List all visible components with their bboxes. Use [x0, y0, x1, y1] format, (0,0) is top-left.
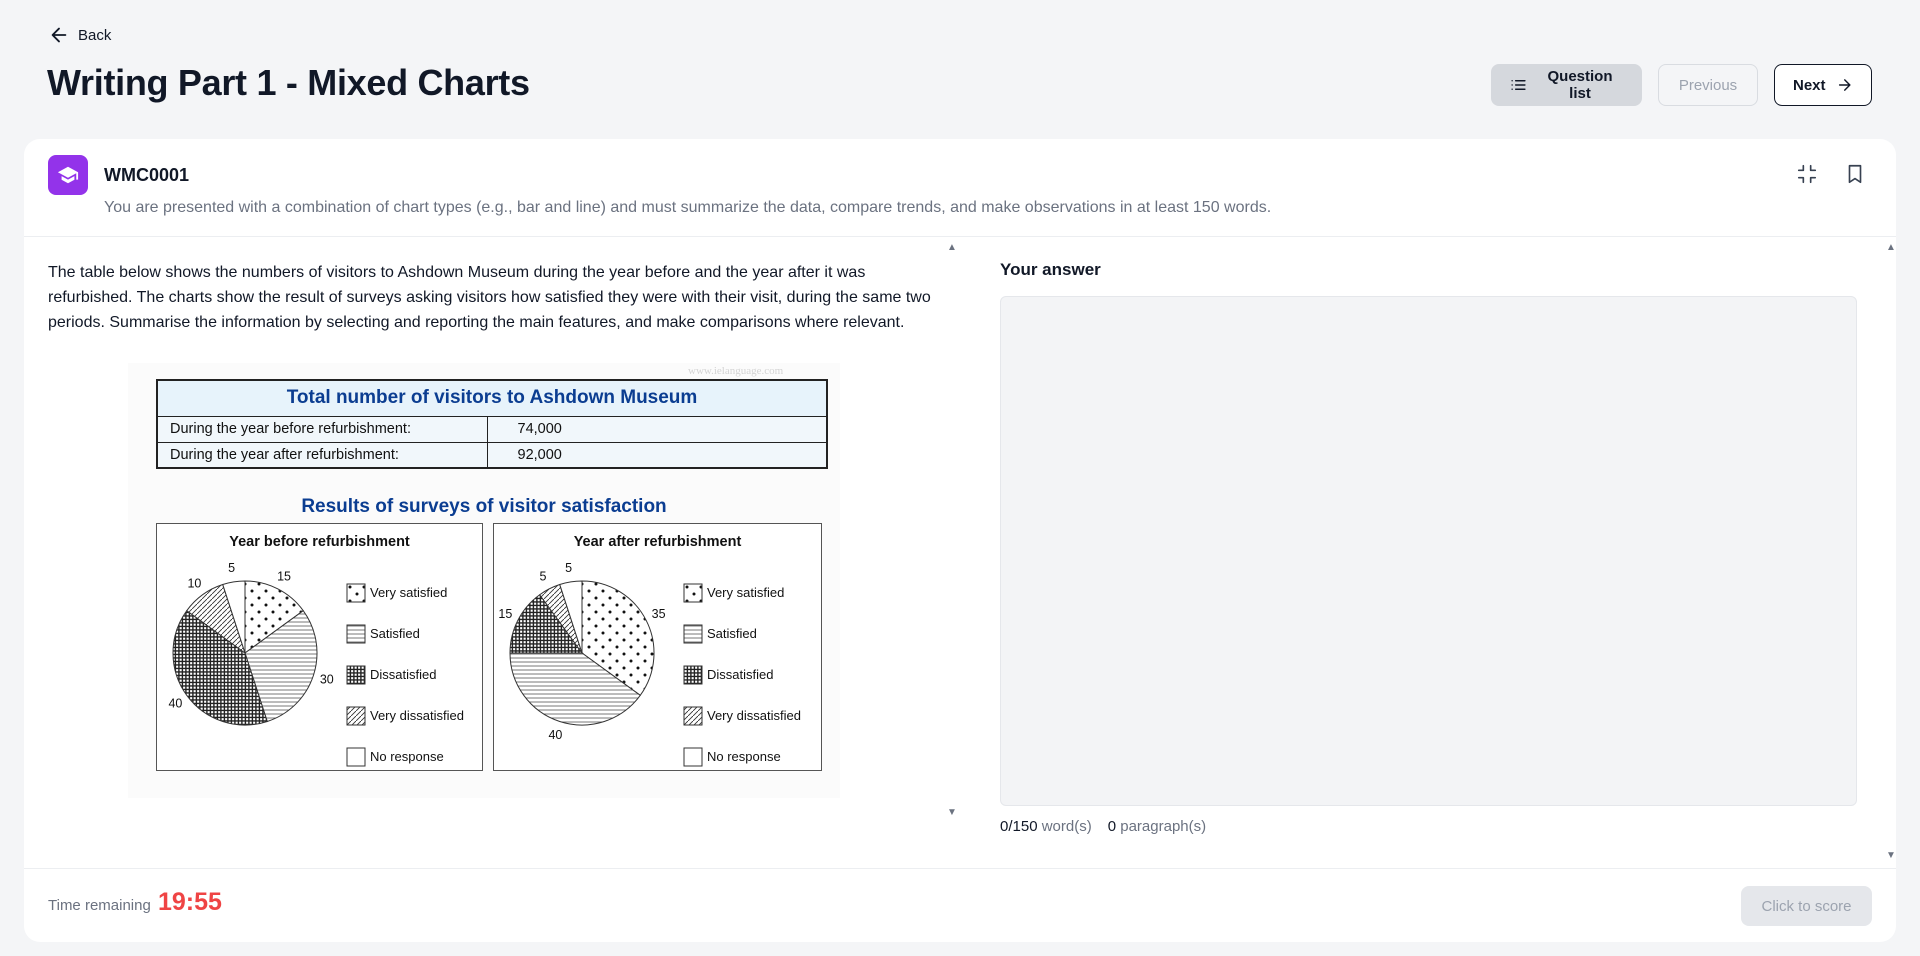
collapse-icon[interactable] [1796, 163, 1818, 185]
back-label: Back [78, 26, 112, 44]
pie-panel-before [156, 523, 483, 771]
question-list-button[interactable] [1491, 64, 1642, 106]
pie-value-label: 15 [277, 569, 291, 584]
legend-label: Very dissatisfied [370, 708, 464, 723]
question-code: WMC0001 [104, 165, 190, 185]
legend-label: Dissatisfied [370, 667, 437, 682]
legend-swatch [346, 624, 366, 644]
legend-label: No response [370, 749, 444, 764]
graduation-cap-icon [57, 164, 79, 186]
question-type-badge [48, 155, 88, 195]
table-cell-value: 92,000 [487, 442, 827, 468]
legend-swatch [346, 583, 366, 603]
legend-item [346, 613, 464, 654]
survey-title: Results of surveys of visitor satisfaction [301, 496, 667, 517]
legend-item [346, 654, 464, 695]
legend-label: Very satisfied [370, 585, 448, 600]
legend-swatch [346, 706, 366, 726]
arrow-right-icon [1836, 76, 1853, 94]
pie-value-label: 5 [565, 561, 573, 576]
question-header [24, 139, 1896, 237]
legend-item [346, 572, 464, 613]
watermark: www.ielanguage.com [688, 365, 784, 377]
previous-button[interactable] [1658, 64, 1758, 106]
task-figure [128, 363, 840, 798]
visitors-table-title: Total number of visitors to Ashdown Museum [157, 380, 827, 416]
legend-item [683, 736, 801, 777]
legend-item [683, 654, 801, 695]
legend-item [346, 736, 464, 777]
legend-label: No response [707, 749, 781, 764]
legend-label: Satisfied [707, 626, 757, 641]
scroll-down-arrow[interactable]: ▼ [947, 807, 957, 818]
table-cell-value: 74,000 [487, 416, 827, 442]
table-cell-label: During the year after refurbishment: [157, 442, 487, 468]
table-row [157, 442, 827, 468]
scroll-up-arrow[interactable]: ▲ [947, 242, 957, 253]
word-count: 0/150 word(s) [1000, 818, 1092, 835]
question-card [24, 139, 1896, 942]
pie-value-label: 40 [548, 727, 563, 742]
legend-item [683, 695, 801, 736]
legend-swatch [683, 583, 703, 603]
legend-swatch [346, 665, 366, 685]
answer-textarea[interactable] [1000, 296, 1857, 806]
page-title: Writing Part 1 - Mixed Charts [47, 62, 530, 103]
table-row [157, 416, 827, 442]
pie-value-label: 5 [228, 561, 236, 576]
legend-label: Very dissatisfied [707, 708, 801, 723]
answer-scroll-down-arrow[interactable]: ▼ [1886, 850, 1896, 861]
legend [683, 572, 801, 777]
time-remaining-value: 19:55 [158, 888, 222, 916]
arrow-left-icon [48, 24, 70, 46]
question-list-label: Question list [1547, 68, 1613, 102]
pie-title: Year before refurbishment [229, 534, 410, 550]
legend-label: Dissatisfied [707, 667, 774, 682]
next-label: Next [1793, 76, 1826, 94]
bookmark-icon[interactable] [1844, 163, 1866, 185]
pie-value-label: 10 [187, 576, 202, 591]
legend-swatch [683, 747, 703, 767]
next-button[interactable] [1774, 64, 1872, 106]
header-actions [1796, 163, 1866, 185]
legend-swatch [683, 665, 703, 685]
legend-item [346, 695, 464, 736]
visitors-table [156, 379, 828, 469]
pie-title: Year after refurbishment [573, 534, 742, 550]
answer-label: Your answer [1000, 260, 1101, 279]
pie-value-label: 15 [498, 606, 513, 621]
legend-swatch [683, 706, 703, 726]
answer-scroll-up-arrow[interactable]: ▲ [1886, 242, 1896, 253]
prompt-text: The table below shows the numbers of visitors to Ashdown Museum during the year before and the year after it was refurbished. The charts show the result of surveys asking visitors how satisfied they were with their visit, during the same two periods. Summarise the information by selecting and reporting the main features, and make comparisons where relevant. [48, 264, 931, 331]
pie-panel-after [493, 523, 822, 771]
pie-value-label: 35 [651, 606, 666, 621]
paragraph-count: 0 paragraph(s) [1107, 818, 1207, 835]
top-actions [1491, 64, 1872, 106]
legend-item [683, 613, 801, 654]
previous-label: Previous [1678, 76, 1738, 94]
card-footer [24, 868, 1896, 942]
score-button[interactable]: Click to score [1741, 886, 1872, 926]
legend-swatch [683, 624, 703, 644]
answer-counts [1000, 818, 1206, 835]
time-remaining-label: Time remaining [48, 897, 151, 914]
table-cell-label: During the year before refurbishment: [157, 416, 487, 442]
pie-value-label: 5 [539, 569, 547, 584]
pie-value-label: 30 [319, 672, 334, 687]
legend-item [683, 572, 801, 613]
legend-swatch [346, 747, 366, 767]
back-link[interactable] [48, 24, 111, 46]
pie-value-label: 40 [168, 696, 183, 711]
legend [346, 572, 464, 777]
list-icon [1510, 76, 1527, 94]
legend-label: Very satisfied [707, 585, 785, 600]
question-description: You are presented with a combination of chart types (e.g., bar and line) and must summarize the data, compare trends, and make observations in at least 150 words. [104, 199, 1272, 216]
legend-label: Satisfied [370, 626, 420, 641]
prompt-pane[interactable] [24, 238, 968, 858]
